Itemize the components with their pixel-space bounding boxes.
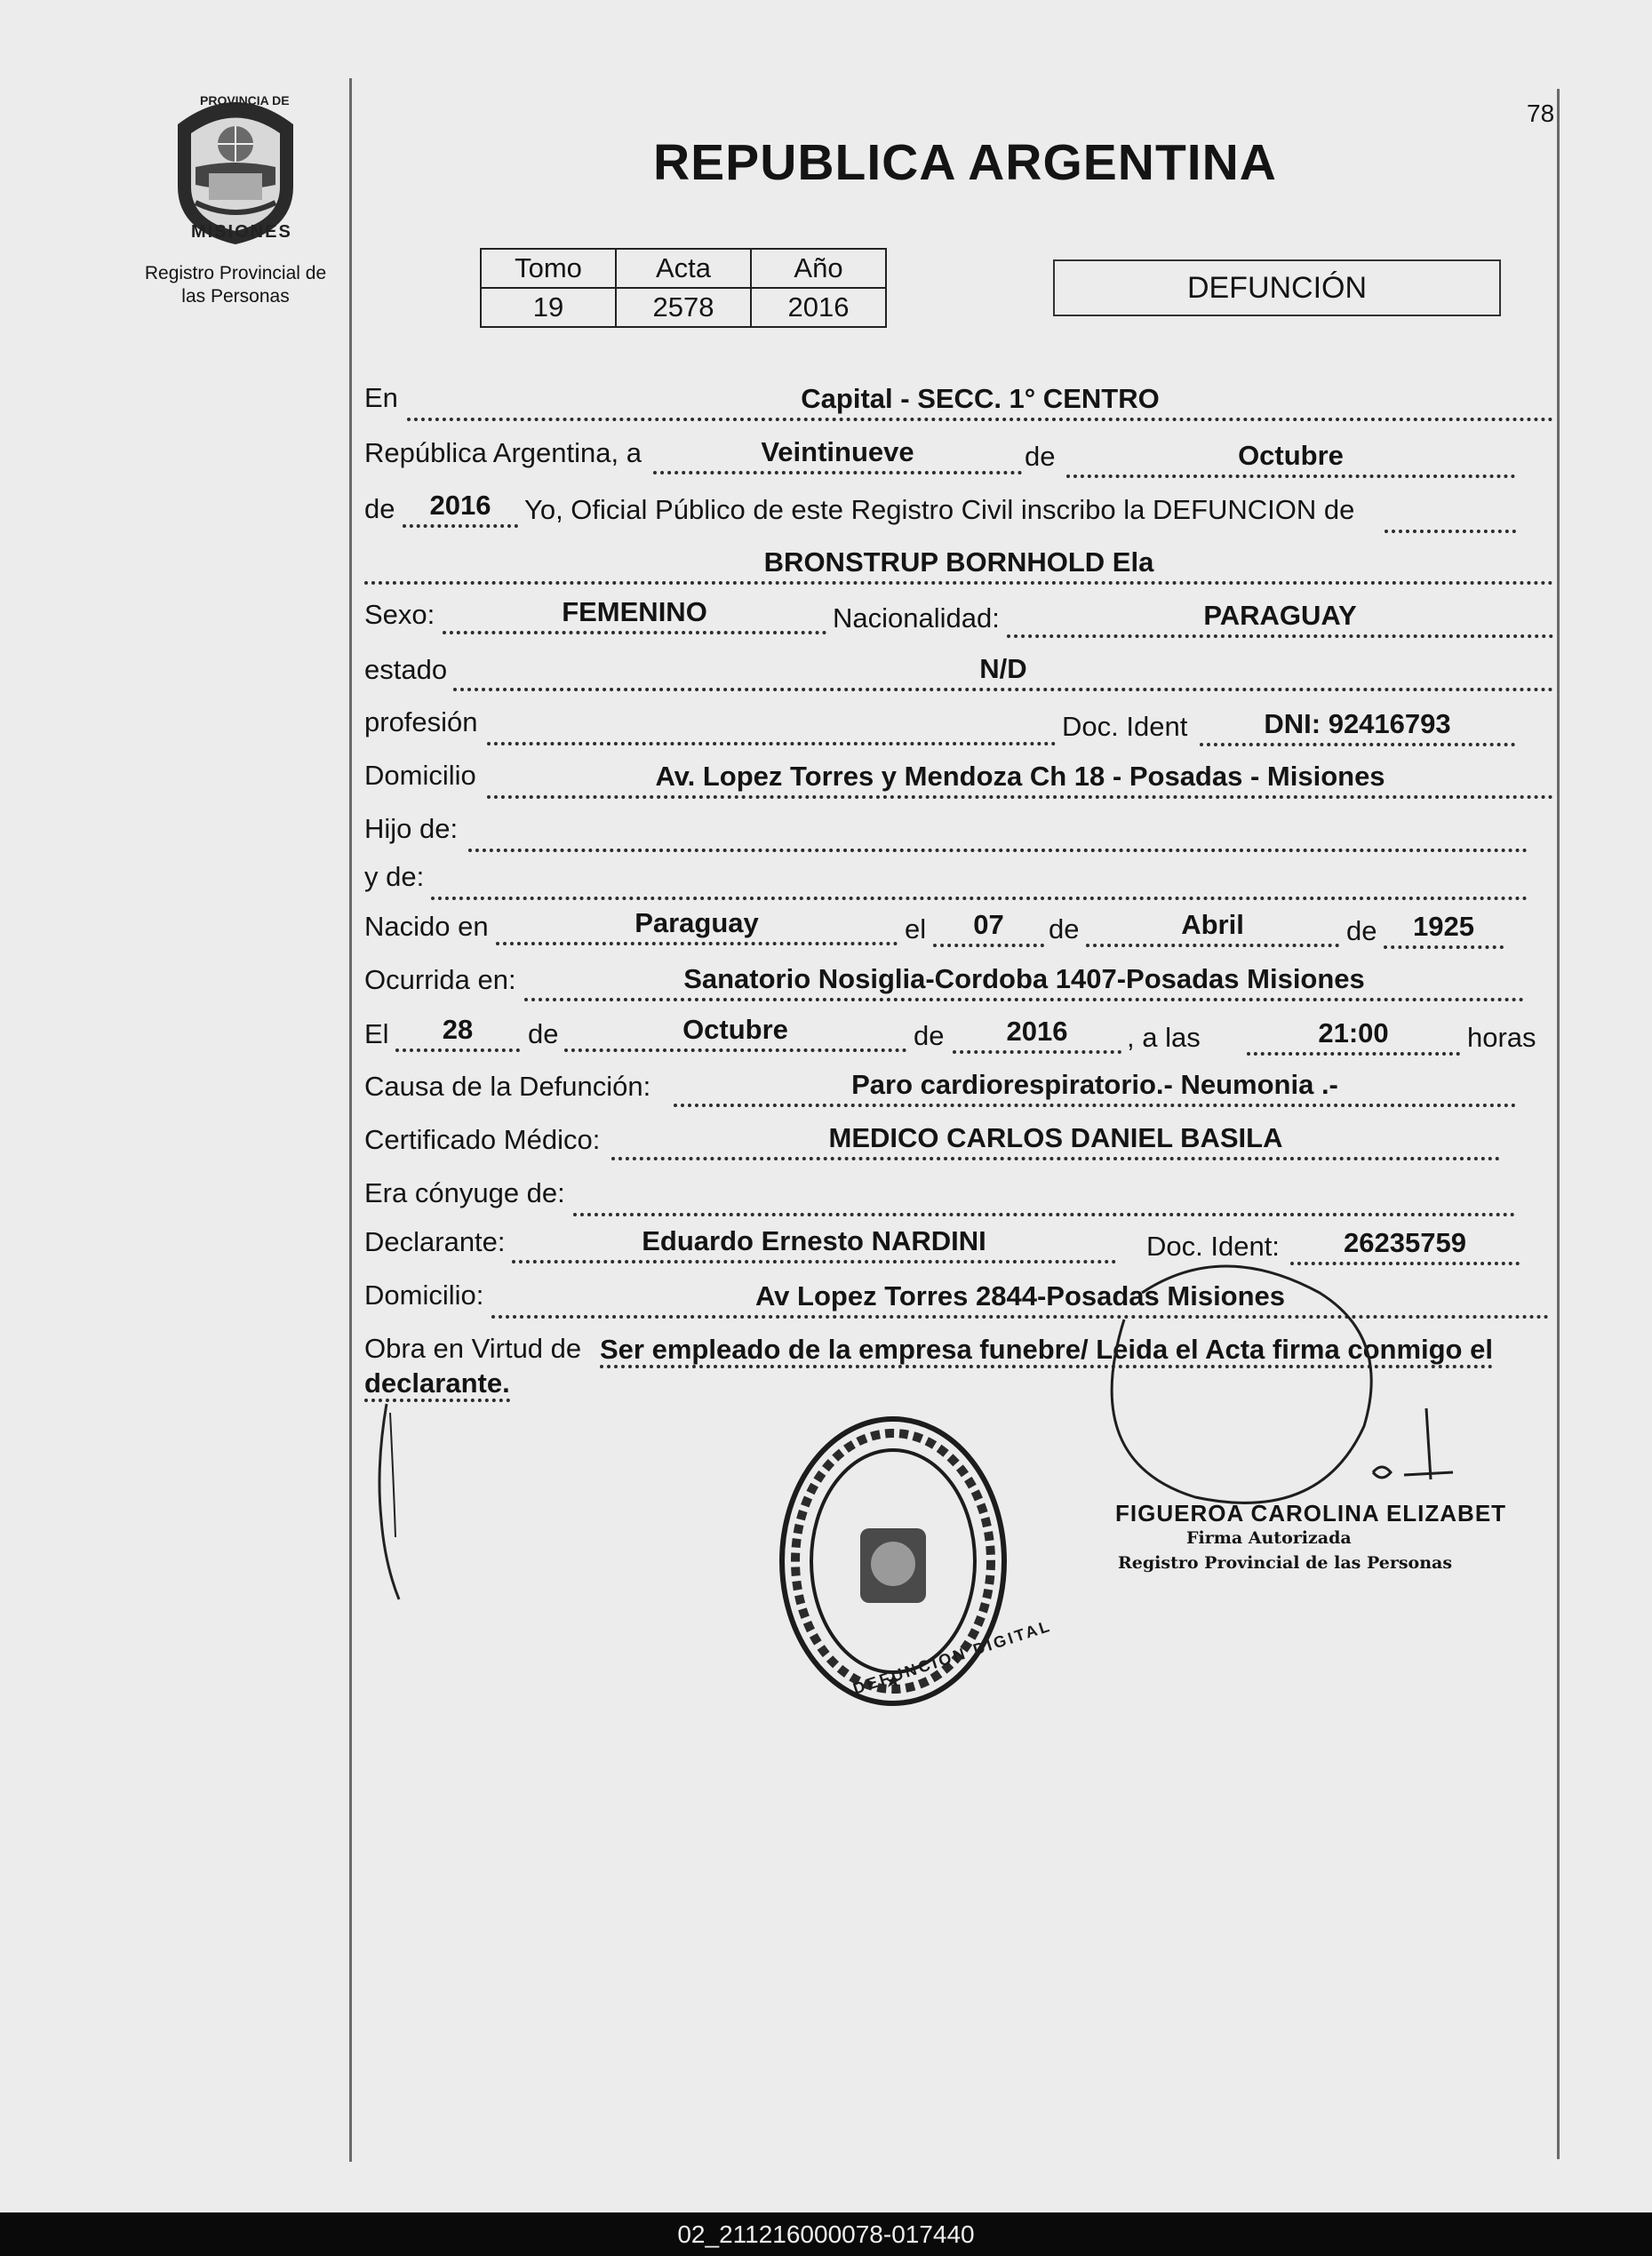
- signature-scribble: [1089, 1240, 1462, 1533]
- horas-label: horas: [1467, 1022, 1536, 1053]
- fall-anio-field: 2016: [953, 1015, 1121, 1054]
- ref-value-acta: 2578: [616, 288, 751, 327]
- decl-domicilio-field: Av Lopez Torres 2844-Posadas Misiones: [491, 1279, 1549, 1319]
- decl-doc-label: Doc. Ident:: [1146, 1231, 1280, 1262]
- nacido-mes-field: Abril: [1086, 908, 1339, 947]
- decl-doc-field: 26235759: [1290, 1226, 1520, 1265]
- estado-label: estado: [364, 654, 448, 685]
- ref-header-acta: Acta: [616, 249, 751, 288]
- domicilio-field: Av. Lopez Torres y Mendoza Ch 18 - Posadas - Misiones: [487, 760, 1553, 799]
- nacido-anio-field: 1925: [1384, 910, 1504, 949]
- nacionalidad-label: Nacionalidad:: [833, 602, 1000, 634]
- de-label-6: de: [914, 1020, 945, 1051]
- doc-field: DNI: 92416793: [1200, 707, 1515, 746]
- ocurrida-label: Ocurrida en:: [364, 964, 516, 995]
- nacido-dia-field: 07: [933, 908, 1044, 947]
- intro-trailing-field: [1385, 494, 1516, 533]
- authority-role: Firma Autorizada: [1186, 1528, 1352, 1548]
- causa-label: Causa de la Defunción:: [364, 1071, 651, 1102]
- de-label-3: de: [1049, 913, 1080, 945]
- profesion-label: profesión: [364, 706, 478, 737]
- deceased-name-field: BRONSTRUP BORNHOLD Ela: [364, 546, 1553, 585]
- domicilio-label: Domicilio: [364, 760, 476, 791]
- year-field: 2016: [403, 489, 518, 528]
- decl-domicilio-label: Domicilio:: [364, 1279, 484, 1311]
- place-field: Capital - SECC. 1° CENTRO: [407, 382, 1553, 421]
- el-label-2: El: [364, 1018, 389, 1049]
- fall-dia-field: 28: [395, 1013, 520, 1052]
- sexo-field: FEMENINO: [443, 595, 826, 634]
- page-number: 78: [1527, 100, 1555, 127]
- yde-field: [431, 861, 1528, 900]
- document-code: 02_211216000078-017440: [677, 2220, 975, 2248]
- en-label: En: [364, 382, 398, 413]
- de-label-4: de: [1346, 915, 1377, 946]
- ref-value-anio: 2016: [751, 288, 886, 327]
- handwritten-stroke-left: [369, 1395, 422, 1608]
- registry-name-line1: Registro Provincial de: [144, 263, 327, 283]
- fall-mes-field: Octubre: [564, 1013, 906, 1052]
- hijo-label: Hijo de:: [364, 813, 459, 844]
- ref-header-anio: Año: [751, 249, 886, 288]
- de-label-5: de: [528, 1018, 559, 1049]
- declarante-label: Declarante:: [364, 1226, 506, 1257]
- alas-label: , a las: [1127, 1022, 1201, 1053]
- nacido-label: Nacido en: [364, 911, 489, 942]
- stamp-inner-text: DEFUNCION DIGITAL: [850, 1616, 1054, 1698]
- republic-label: República Argentina, a: [364, 437, 642, 468]
- registry-name-line2: las Personas: [181, 286, 290, 307]
- right-margin-line: [1557, 89, 1560, 2159]
- intro-text: Yo, Oficial Público de este Registro Civil inscribo la DEFUNCION de: [524, 494, 1355, 525]
- nacido-lugar-field: Paraguay: [496, 906, 898, 945]
- estado-field: N/D: [453, 652, 1553, 691]
- conyuge-field: [573, 1177, 1515, 1216]
- seal-text-top: PROVINCIA DE: [200, 93, 290, 108]
- yde-label: y de:: [364, 861, 425, 892]
- authority-org: Registro Provincial de las Personas: [1118, 1553, 1453, 1573]
- doc-label: Doc. Ident: [1062, 711, 1188, 742]
- causa-field: Paro cardiorespiratorio.- Neumonia .-: [674, 1068, 1516, 1107]
- reference-table: [480, 248, 887, 328]
- hijo-field: [468, 813, 1528, 852]
- seal-text-bottom: MISIONES: [191, 222, 292, 242]
- declarante-field: Eduardo Ernesto NARDINI: [512, 1224, 1116, 1264]
- obra-label: Obra en Virtud de: [364, 1333, 582, 1364]
- ref-header-tomo: Tomo: [481, 249, 616, 288]
- certificado-field: MEDICO CARLOS DANIEL BASILA: [611, 1121, 1500, 1160]
- fall-hora-field: 21:00: [1247, 1016, 1460, 1056]
- obra-text: Ser empleado de la empresa funebre/ Leida el Acta firma conmigo el declarante.: [364, 1334, 1493, 1402]
- ocurrida-field: Sanatorio Nosiglia-Cordoba 1407-Posadas Misiones: [524, 962, 1524, 1001]
- record-type-box: DEFUNCIÓN: [1053, 259, 1501, 316]
- profesion-field: [487, 706, 1056, 745]
- authority-name: FIGUEROA CAROLINA ELIZABET: [1115, 1500, 1507, 1527]
- certificado-label: Certificado Médico:: [364, 1124, 601, 1155]
- ref-value-tomo: 19: [481, 288, 616, 327]
- conyuge-label: Era cónyuge de:: [364, 1177, 565, 1208]
- nacionalidad-field: PARAGUAY: [1007, 599, 1553, 638]
- de-label-2: de: [364, 493, 395, 524]
- de-label-1: de: [1025, 441, 1056, 472]
- el-label-1: el: [905, 913, 927, 945]
- sexo-label: Sexo:: [364, 599, 435, 630]
- document-title: REPUBLICA ARGENTINA: [653, 134, 1277, 191]
- left-margin-line: [349, 78, 352, 2162]
- month-field: Octubre: [1066, 439, 1515, 478]
- day-words-field: Veintinueve: [653, 435, 1022, 474]
